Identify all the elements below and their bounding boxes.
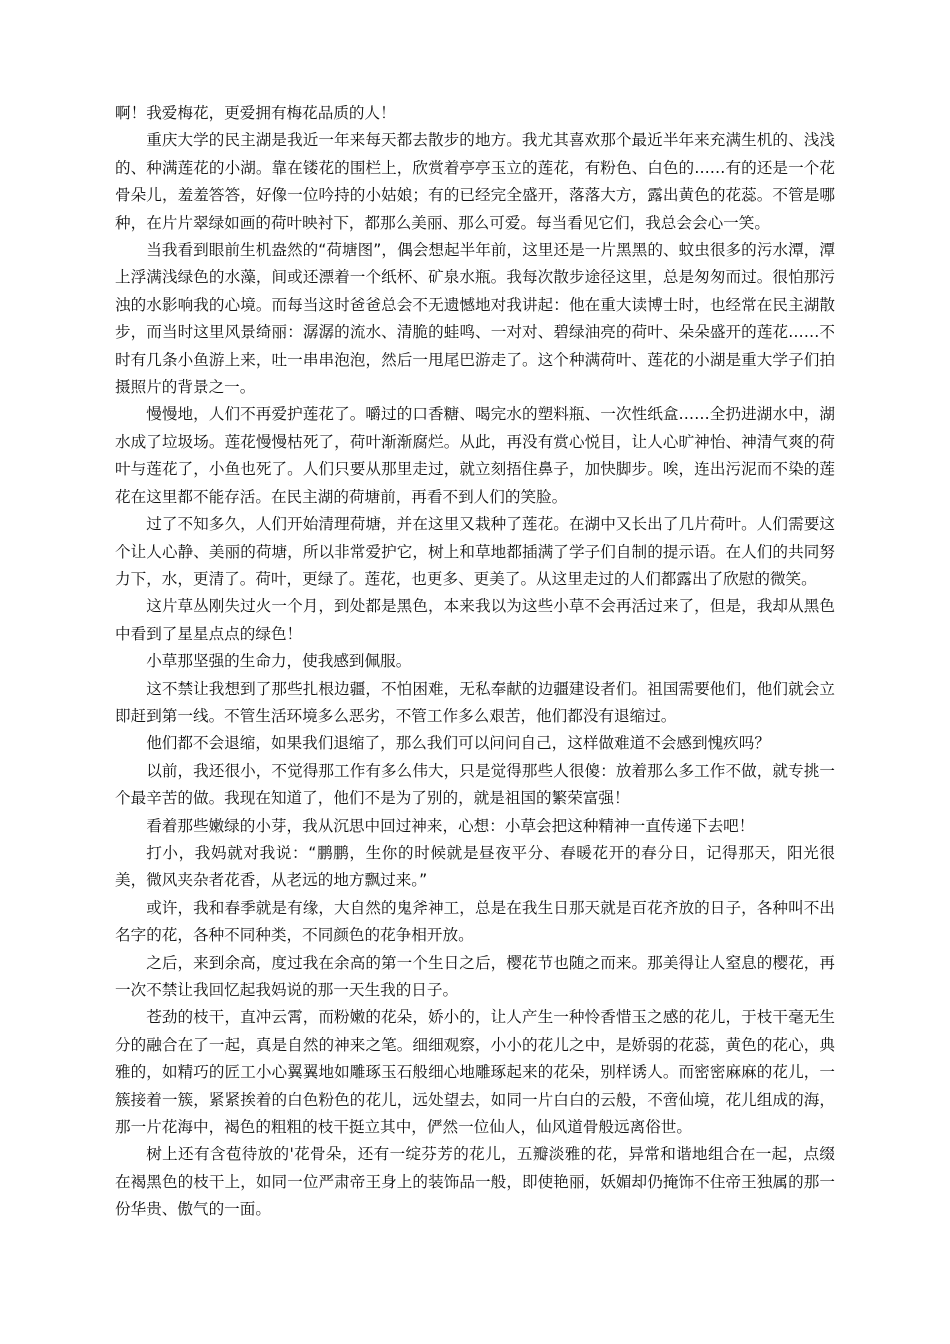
paragraph: 或许，我和春季就是有缘，大自然的鬼斧神工，总是在我生日那天就是百花齐放的日子，各种叫不出名字的花，各种不同种类，不同颜色的花争相开放。 bbox=[115, 898, 835, 945]
paragraph: 过了不知多久，人们开始清理荷塘，并在这里又栽种了莲花。在湖中又长出了几片荷叶。人们需要这个让人心静、美丽的荷塘，所以非常爱护它，树上和草地都插满了学子们自制的提示语。在人们的共同努力下，水，更清了。荷叶，更绿了。莲花，也更多、更美了。从这里走过的人们都露出了欣慰的微笑。 bbox=[115, 515, 835, 588]
paragraph: 这不禁让我想到了那些扎根边疆，不怕困难，无私奉献的边疆建设者们。祖国需要他们，他们就会立即赶到第一线。不管生活环境多么恶劣，不管工作多么艰苦，他们都没有退缩过。 bbox=[115, 679, 835, 725]
paragraph: 小草那坚强的生命力，使我感到佩服。 bbox=[146, 652, 412, 671]
paragraph: 以前，我还很小，不觉得那工作有多么伟大，只是觉得那些人很傻：放着那么多工作不做，就专挑一个最辛苦的做。我现在知道了，他们不是为了别的，就是祖国的繁荣富强！ bbox=[115, 761, 835, 808]
paragraph: 啊！我爱梅花，更爱拥有梅花品质的人！ bbox=[115, 104, 396, 122]
paragraph: 打小，我妈就对我说：“鹏鹏，生你的时候就是昼夜平分、春暖花开的春分日，记得那天，阳光很美，微风夹杂者花香，从老远的地方飘过来。” bbox=[115, 843, 835, 890]
paragraph: 看着那些嫩绿的小芽，我从沉思中回过神来，心想：小草会把这种精神一直传递下去吧！ bbox=[146, 816, 755, 835]
paragraph: 当我看到眼前生机盎然的“荷塘图”，偶会想起半年前，这里还是一片黑黑的、蚊虫很多的污水潭，潭上浮满浅绿色的水藻，间或还漂着一个纸杯、矿泉水瓶。我每次散步途径这里，总是匆匆而过。很怕那污浊的水影响我的心境。而每当这时爸爸总会不无遗憾地对我讲起：他在重大读博士时，也经常在民主湖散步，而当时这里风景绮丽：潺潺的流水、清脆的蛙鸣、一对对、碧绿油亮的荷叶、朵朵盛开的莲花……不时有几条小鱼游上来，吐一串串泡泡，然后一甩尾巴游走了。这个种满荷叶、莲花的小湖是重大学子们拍摄照片的背景之一。 bbox=[115, 241, 835, 397]
paragraph: 苍劲的枝干，直冲云霄，而粉嫩的花朵，娇小的，让人产生一种怜香惜玉之感的花儿，于枝干毫无生分的融合在了一起，真是自然的神来之笔。细细观察，小小的花儿之中，是娇弱的花蕊，黄色的花心，典雅的，如精巧的匠工小心翼翼地如雕琢玉石般细心地雕琢起来的花朵，别样诱人。而密密麻麻的花儿，一簇接着一簇，紧紧挨着的白色粉色的花儿，远处望去，如同一片白白的云般，不啻仙境，花儿组成的海，那一片花海中，褐色的粗粗的枝干挺立其中，俨然一位仙人，仙风道骨般远离俗世。 bbox=[115, 1008, 835, 1137]
document-body bbox=[115, 100, 835, 1224]
paragraph: 重庆大学的民主湖是我近一年来每天都去散步的地方。我尤其喜欢那个最近半年来充满生机的、浅浅的、种满莲花的小湖。靠在镂花的围栏上，欣赏着亭亭玉立的莲花，有粉色、白色的……有的还是一个花骨朵儿，羞羞答答，好像一位吟持的小姑娘；有的已经完全盛开，落落大方，露出黄色的花蕊。不管是哪种，在片片翠绿如画的荷叶映衬下，都那么美丽、那么可爱。每当看见它们，我总会会心一笑。 bbox=[115, 131, 835, 232]
paragraph: 慢慢地，人们不再爱护莲花了。嚼过的口香糖、喝完水的塑料瓶、一次性纸盒……全扔进湖水中，湖水成了垃圾场。莲花慢慢枯死了，荷叶渐渐腐烂。从此，再没有赏心悦目，让人心旷神怡、神清气爽的荷叶与莲花了，小鱼也死了。人们只要从那里走过，就立刻捂住鼻子，加快脚步。唉，连出污泥而不染的莲花在这里都不能存活。在民主湖的荷塘前，再看不到人们的笑脸。 bbox=[115, 405, 835, 506]
paragraph: 之后，来到余高，度过我在余高的第一个生日之后，樱花节也随之而来。那美得让人窒息的樱花，再一次不禁让我回忆起我妈说的那一天生我的日子。 bbox=[115, 953, 835, 999]
paragraph: 这片草丛刚失过火一个月，到处都是黑色，本来我以为这些小草不会再活过来了，但是，我却从黑色中看到了星星点点的绿色！ bbox=[115, 597, 835, 643]
paragraph: 他们都不会退缩，如果我们退缩了，那么我们可以问问自己，这样做难道不会感到愧疚吗？ bbox=[146, 734, 770, 753]
paragraph: 树上还有含苞待放的'花骨朵，还有一绽芬芳的花儿，五瓣淡雅的花，异常和谐地组合在一起，点缀在褐黑色的枝干上，如同一位严肃帝王身上的装饰品一般，即使艳丽，妖媚却仍掩饰不住帝王独属的那一份华贵、傲气的一面。 bbox=[115, 1145, 835, 1219]
